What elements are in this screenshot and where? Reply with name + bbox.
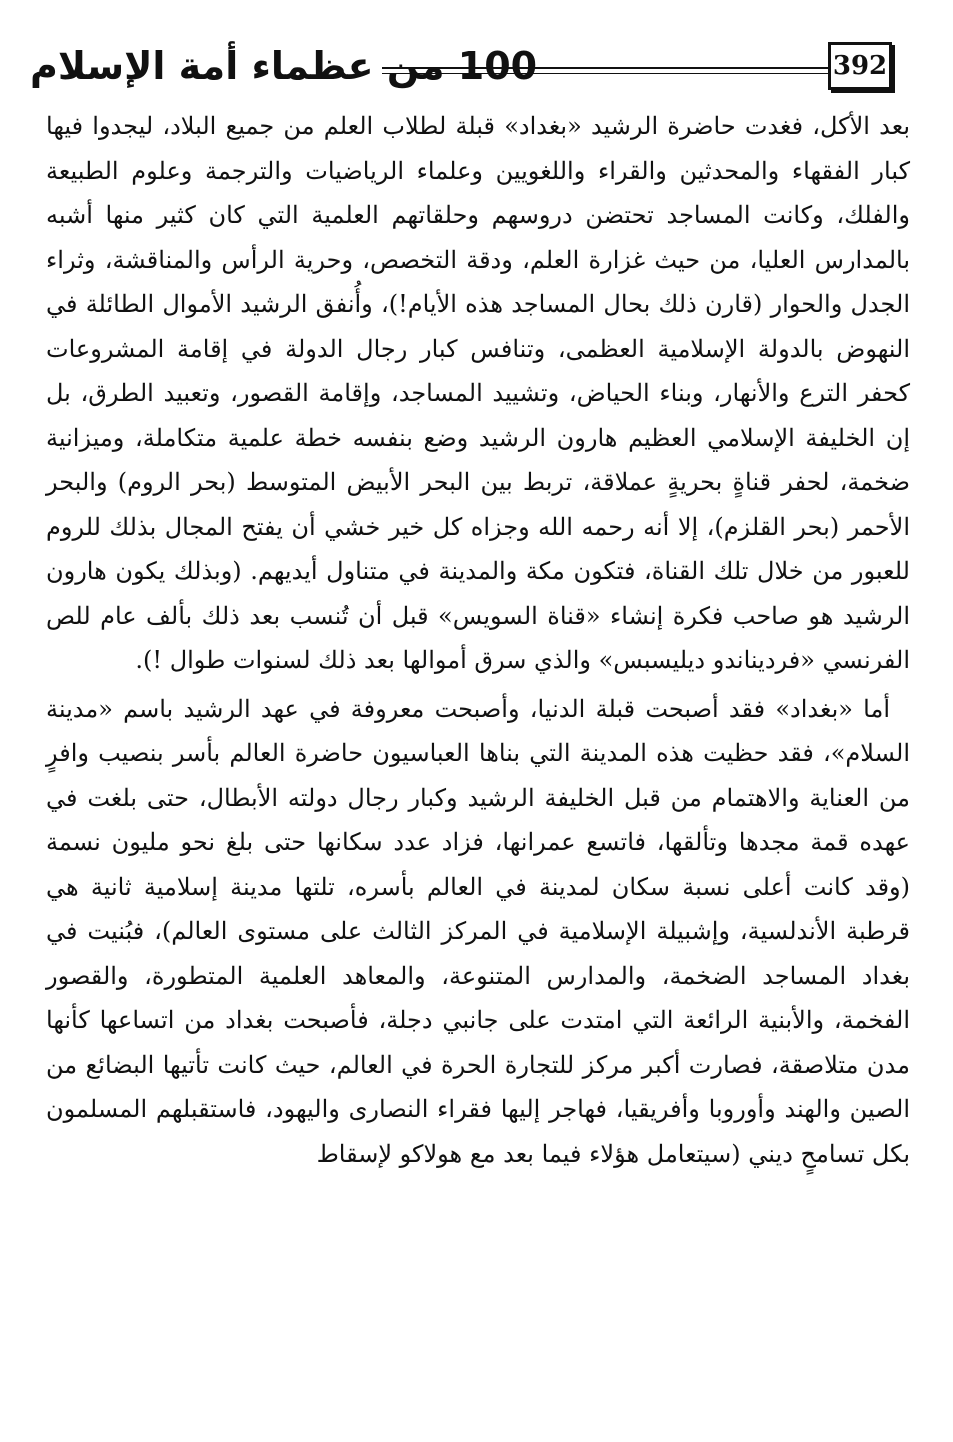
header-rule xyxy=(382,67,828,69)
page-header xyxy=(20,42,892,94)
header-rule-thin xyxy=(382,73,828,74)
body-text xyxy=(46,104,910,1176)
paragraph: أما «بغداد» فقد أصبحت قبلة الدنيا، وأصبحت معروفة في عهد الرشيد باسم «مدينة السلام»، فقد حظيت هذه المدينة التي بناها العباسيون حاضرة العالم بأسر بنصيب وافرٍ من العناية والاهتمام من قبل الخليفة الرشيد وكبار رجال دولته الأبطال، حتى بلغت في عهده قمة مجدها وتألقها، فاتسع عمرانها، فزاد عدد سكانها حتى بلغ نحو مليون نسمة (وقد كانت أعلى نسبة سكان لمدينة في العالم بأسره، تلتها مدينة إسلامية ثانية هي قرطبة الأندلسية، وإشبيلة الإسلامية في المركز الثالث على مستوى العالم)، فبُنيت في بغداد المساجد الضخمة، والمدارس المتنوعة، والمعاهد العلمية المتطورة، والقصور الفخمة، والأبنية الرائعة التي امتدت على جانبي دجلة، فأصبحت بغداد من اتساعها كأنها مدن متلاصقة، فصارت أكبر مركز للتجارة الحرة في العالم، حيث كانت تأتيها البضائع من الصين والهند وأوروبا وأفريقيا، فهاجر إليها فقراء النصارى واليهود، فاستقبلهم المسلمون بكل تسامحٍ ديني (سيتعامل هؤلاء فيما بعد مع هولاكو لإسقاط xyxy=(46,694,910,1168)
book-title: 100 من عظماء أمة الإسلام xyxy=(30,44,538,88)
paragraph: بعد الأكل، فغدت حاضرة الرشيد «بغداد» قبلة لطلاب العلم من جميع البلاد، ليجدوا فيها كبار الفقهاء والمحدثين والقراء واللغويين وعلماء الرياضيات والترجمة وعلوم الطبيعة والفلك، وكانت المساجد تحتضن دروسهم وحلقاتهم العلمية التي كان كثير منها أشبه بالمدارس العليا، من حيث غزارة العلم، ودقة التخصص، وحرية الرأس والمناقشة، وثراء الجدل والحوار (قارن ذلك بحال المساجد هذه الأيام!)، وأُنفق الرشيد الأموال الطائلة في النهوض بالدولة الإسلامية العظمى، وتنافس كبار رجال الدولة في إقامة المشروعات كحفر الترع والأنهار، وبناء الحياض، وتشييد المساجد، وإقامة القصور، وتعبيد الطرق، بل إن الخليفة الإسلامي العظيم هارون الرشيد وضع بنفسه خطة علمية متكاملة، وميزانية ضخمة، لحفر قناةٍ بحريةٍ عملاقة، تربط بين البحر الأبيض المتوسط (بحر الروم) والبحر الأحمر (بحر القلزم)، إلا أنه رحمه الله وجزاه كل خير خشي أن يفتح المجال بذلك للروم للعبور من خلال تلك القناة، فتكون مكة والمدينة في متناول أيديهم. (وبذلك يكون هارون الرشيد هو صاحب فكرة إنشاء «قناة السويس» قبل أن تُنسب بعد ذلك بألف عام للص الفرنسي «فرديناندو ديليسبس» والذي سرق أموالها بعد ذلك لسنوات طوال !). xyxy=(46,112,910,674)
page-number-box: 392 xyxy=(828,42,892,90)
